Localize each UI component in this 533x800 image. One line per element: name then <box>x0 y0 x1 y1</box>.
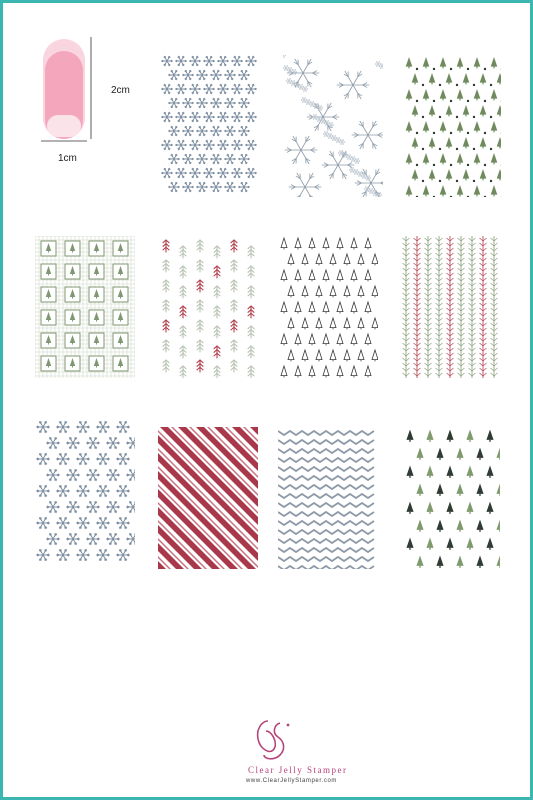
pattern-large-snowflakes <box>283 55 383 197</box>
pattern-chevron-zigzag <box>278 427 378 569</box>
pattern-snowflake-grid <box>35 419 135 561</box>
width-dimension-label: 1cm <box>58 153 77 164</box>
pattern-plaid-tree-boxes <box>35 236 135 378</box>
height-dimension-label: 2cm <box>111 85 130 96</box>
pattern-tree-scatter <box>401 55 501 197</box>
nail-size-guide <box>33 33 95 143</box>
brand-logo <box>208 715 378 791</box>
brand-url[interactable]: www.ClearJellyStamper.com <box>246 778 338 784</box>
brand-name: Clear Jelly Stamper <box>248 765 348 775</box>
brand-monogram-icon <box>208 715 378 765</box>
pattern-arrow-trees <box>158 236 258 378</box>
pattern-outline-tree-grid <box>278 236 378 378</box>
pattern-pine-branch-stripes <box>400 236 500 378</box>
pattern-candy-stripes <box>158 427 258 569</box>
pattern-tree-grid <box>400 427 500 569</box>
pattern-snowflakes-dense <box>158 55 258 197</box>
